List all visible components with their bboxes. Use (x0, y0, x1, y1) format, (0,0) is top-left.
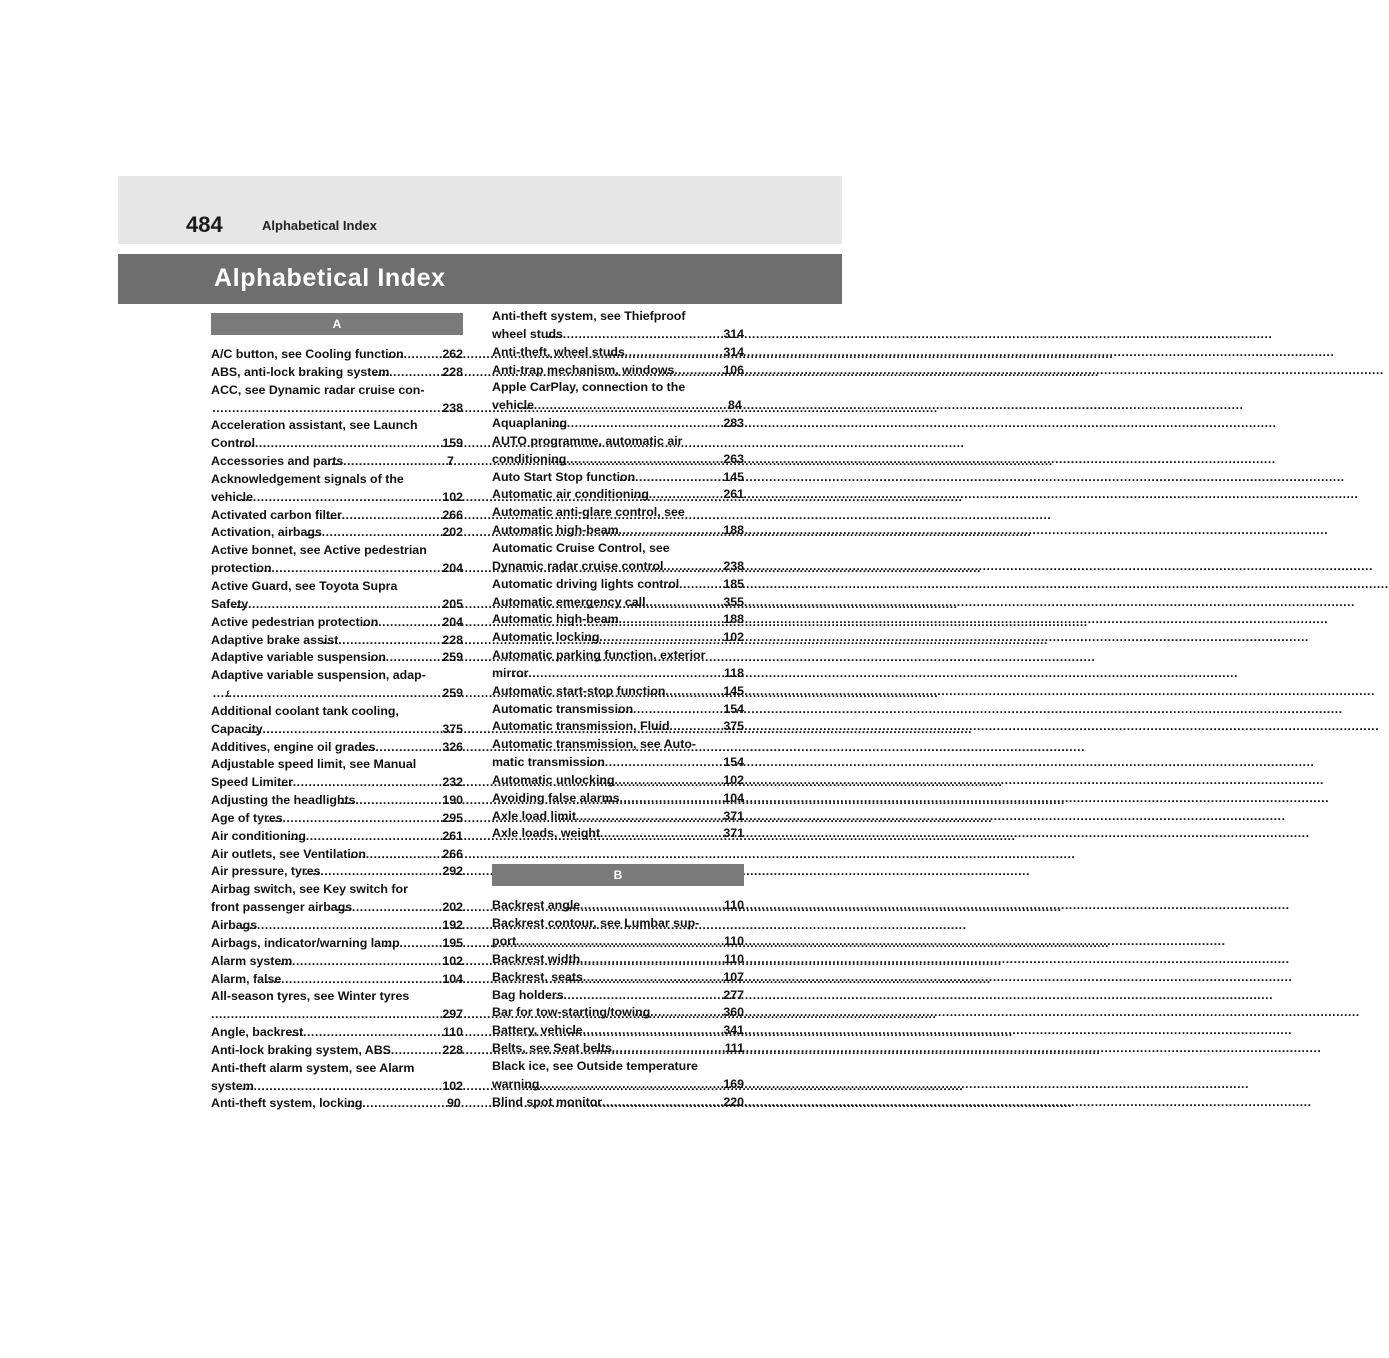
index-entry-text: protection (211, 561, 272, 576)
index-entry-text: matic transmission (492, 755, 605, 770)
index-page-number[interactable]: 263 (723, 451, 744, 466)
index-entry[interactable] (492, 308, 744, 344)
title-banner (118, 254, 842, 304)
index-page-number[interactable]: 295 (442, 810, 463, 825)
index-entry-text: Capacity (211, 721, 263, 736)
index-entry[interactable] (211, 703, 463, 739)
index-entry-text: Backrest width (492, 951, 581, 966)
index-entry-text: Avoiding false alarms (492, 790, 620, 805)
index-entry[interactable] (211, 1024, 463, 1042)
dot-leader (306, 828, 458, 846)
index-entry-text: All-season tyres, see Winter tyres (211, 989, 410, 1004)
index-entry-text: Air conditioning (211, 828, 306, 843)
running-header (118, 176, 842, 244)
index-page-number[interactable]: 104 (442, 971, 463, 986)
dot-leader (253, 489, 458, 507)
index-entry[interactable] (211, 846, 463, 864)
index-entry[interactable] (492, 701, 744, 719)
index-entry-text: Airbag switch, see Key switch for (211, 882, 408, 897)
index-entry[interactable] (211, 471, 463, 507)
index-entry-text: Safety (211, 596, 249, 611)
index-entry[interactable] (211, 739, 463, 757)
index-page-number[interactable]: 110 (724, 898, 744, 913)
index-entry-text: wheel studs (492, 326, 563, 341)
dot-leader (620, 790, 740, 808)
index-page-number[interactable]: 314 (723, 344, 744, 359)
dot-leader (564, 987, 740, 1005)
index-entry[interactable] (211, 810, 463, 828)
dot-leader (619, 522, 740, 540)
index-entry[interactable]: Apple CarPlay, connection to the vehicle ..... 84 (492, 379, 744, 415)
index-page-number[interactable]: 266 (442, 846, 463, 861)
index-entry-text: Apple CarPlay, connection to the (492, 380, 686, 395)
index-page-number[interactable]: 371 (723, 826, 744, 841)
index-entry-text: AUTO programme, automatic air (492, 433, 683, 448)
index-page-number[interactable]: 228 (442, 364, 463, 379)
index-entry[interactable] (211, 524, 463, 542)
index-entry-text: front passenger airbags (211, 900, 353, 915)
index-entry-text: Airbags (211, 918, 258, 932)
index-entry[interactable] (492, 915, 744, 951)
index-entry[interactable] (492, 772, 744, 790)
index-entry-text: Automatic Cruise Control, see (492, 540, 670, 555)
index-entry-text: Air outlets, see Ventilation (211, 846, 366, 861)
index-entry[interactable] (492, 897, 744, 915)
index-entry-text: Automatic parking function, exterior (492, 648, 706, 663)
page-number: 484 (186, 212, 223, 237)
index-entries-b (492, 897, 744, 1111)
index-entry-text: Anti-theft system, locking (211, 1096, 363, 1111)
index-page-number[interactable]: 292 (442, 864, 463, 879)
index-entry[interactable] (211, 935, 463, 953)
index-entry[interactable] (492, 1004, 744, 1022)
dot-leader (602, 1094, 739, 1112)
index-page-number[interactable]: 202 (442, 900, 463, 915)
index-entry[interactable] (211, 417, 463, 453)
dot-leader (600, 825, 739, 843)
index-entry-text: vehicle (492, 398, 535, 413)
index-entry-text: Alarm system (211, 953, 293, 968)
index-page-number[interactable]: 220 (723, 1094, 744, 1109)
index-entry-text: Adaptive variable suspension (211, 650, 386, 665)
index-entry[interactable]: Accessories and parts ..... 7 (211, 453, 463, 471)
index-page-number[interactable]: 192 (442, 918, 463, 932)
index-entry[interactable] (492, 808, 744, 826)
index-entry[interactable] (211, 756, 463, 792)
index-page-number[interactable]: 266 (442, 507, 463, 522)
index-entry[interactable] (492, 469, 744, 487)
index-entry[interactable] (492, 1058, 744, 1094)
index-page-number[interactable]: 314 (723, 326, 744, 341)
index-page-number[interactable]: 261 (723, 487, 744, 502)
dot-leader (303, 1024, 459, 1042)
index-page-number[interactable]: 204 (442, 614, 463, 629)
dot-leader (272, 560, 459, 578)
index-entry-text: Anti-theft alarm system, see Alarm (211, 1060, 415, 1075)
index-entry-text: port (492, 934, 517, 948)
index-entry-text: Automatic air conditioning (492, 487, 649, 502)
index-entry-text: Accessories and parts (211, 454, 344, 469)
dot-leader (534, 397, 744, 415)
index-entry[interactable] (211, 863, 463, 881)
index-entry[interactable] (211, 542, 463, 578)
index-page-number[interactable]: 202 (442, 525, 463, 540)
index-page-number[interactable]: 102 (723, 630, 744, 645)
index-entries-left (211, 346, 463, 1113)
dot-leader (293, 774, 458, 792)
dot-leader (625, 344, 739, 362)
dot-leader (292, 953, 458, 971)
dot-leader (516, 933, 740, 951)
dot-leader (599, 629, 739, 647)
index-page-number[interactable]: 102 (442, 953, 463, 968)
section-letter-a: A (211, 313, 463, 335)
index-entry-text: Anti-trap mechanism, windows (492, 362, 675, 377)
dot-leader (540, 1076, 740, 1094)
index-entry-text: Activation, airbags (211, 525, 322, 540)
index-entry-text: A/C button, see Cooling function (211, 347, 404, 361)
index-entry[interactable]: Anti-theft system, locking ..... 90 (211, 1095, 463, 1113)
dot-leader (343, 453, 463, 471)
index-entry[interactable] (492, 987, 744, 1005)
index-entry-text: Adjustable speed limit, see Manual (211, 757, 417, 772)
index-entry[interactable] (492, 1040, 744, 1058)
index-entry-text: Anti-lock braking system, ABS (211, 1042, 391, 1057)
index-entry-text: Acknowledgement signals of the (211, 471, 404, 486)
dot-leader (255, 435, 458, 453)
index-page-number[interactable]: 355 (723, 594, 744, 609)
dot-leader (605, 754, 739, 772)
dot-leader (248, 596, 458, 614)
index-entry-text: Automatic start-stop function (492, 683, 666, 698)
index-entry-text: Active pedestrian protection (211, 614, 379, 629)
index-entry[interactable] (492, 362, 744, 380)
index-entries-right (492, 308, 744, 843)
index-page-number[interactable]: 145 (723, 469, 744, 484)
index-entry-text: Automatic transmission, see Auto- (492, 737, 697, 752)
index-page-number[interactable]: 159 (442, 436, 463, 451)
index-entry[interactable] (492, 344, 744, 362)
dot-leader (281, 971, 458, 989)
index-entry-text: Automatic driving lights control (492, 576, 680, 591)
index-entry[interactable] (211, 881, 463, 917)
index-entry[interactable] (211, 649, 463, 667)
index-entry[interactable] (492, 433, 744, 469)
dot-leader (529, 665, 741, 683)
index-column-left (211, 313, 463, 1113)
index-entry[interactable] (492, 629, 744, 647)
dot-leader (254, 1078, 459, 1096)
index-entry[interactable] (492, 540, 744, 576)
dot-leader (321, 863, 459, 881)
index-page-number[interactable]: 154 (723, 755, 744, 770)
index-entry-text: Automatic emergency call (492, 594, 646, 609)
dot-leader (227, 1006, 458, 1024)
index-entry-text: Bag holders (492, 987, 564, 1002)
index-entry-text: Active bonnet, see Active pedestrian (211, 543, 427, 558)
index-entry-text: Anti-theft system, see Thiefproof (492, 309, 686, 323)
index-page-number[interactable]: 238 (723, 558, 744, 573)
index-entry-text: Additives, engine oil grades (211, 739, 376, 754)
index-entry-text: Dynamic radar cruise control (492, 558, 664, 573)
index-page-number[interactable]: 238 (442, 400, 463, 415)
dot-leader (615, 772, 740, 790)
index-entry-text: system (211, 1078, 254, 1093)
index-entry-text: Automatic transmission (492, 701, 634, 716)
index-page-number[interactable]: 375 (442, 721, 463, 736)
index-entry[interactable] (492, 736, 744, 772)
index-entry[interactable] (492, 1094, 744, 1112)
index-entry[interactable] (211, 988, 463, 1024)
index-entry[interactable] (492, 647, 744, 683)
index-entry[interactable] (211, 953, 463, 971)
index-entry-text: Automatic high-beam (492, 612, 619, 627)
index-entry-text: Additional coolant tank cooling, (211, 703, 399, 718)
index-page-number[interactable]: 188 (723, 523, 744, 538)
index-page-number[interactable]: 190 (442, 793, 463, 808)
index-entry[interactable] (211, 382, 463, 418)
index-entry-text: Adaptive brake assist (211, 632, 339, 647)
index-entry-text: Aquaplaning (492, 416, 568, 431)
index-entry-text: ABS, anti-lock braking system (211, 364, 390, 379)
index-entry-text: Automatic locking (492, 630, 600, 645)
index-page-number[interactable]: 154 (723, 701, 744, 716)
dot-leader (257, 917, 458, 935)
index-entry-text: ACC, see Dynamic radar cruise con- (211, 382, 425, 397)
index-page-number[interactable]: 262 (442, 347, 463, 361)
index-entry[interactable] (492, 486, 744, 504)
running-title: Alphabetical Index (262, 218, 377, 233)
index-entry[interactable] (492, 825, 744, 843)
index-page-number[interactable]: 104 (723, 790, 744, 805)
index-column-right (492, 308, 744, 1111)
index-entry-text: Automatic anti-glare control, see (492, 505, 685, 520)
index-entry-text: Active Guard, see Toyota Supra (211, 578, 398, 593)
index-entry[interactable] (211, 828, 463, 846)
dot-leader (580, 951, 740, 969)
index-page-number[interactable]: 259 (442, 650, 463, 665)
index-entry[interactable] (492, 969, 744, 987)
index-entry[interactable] (492, 504, 744, 540)
index-entry-text: Battery, vehicle (492, 1023, 583, 1038)
section-letter-b: B (492, 864, 744, 886)
dot-leader (583, 969, 739, 987)
index-entry[interactable] (211, 1042, 463, 1060)
index-entry-text: Backrest angle (492, 898, 581, 913)
index-page-number[interactable]: 360 (723, 1005, 744, 1020)
index-entry-text: Alarm, false (211, 971, 282, 986)
index-page-number[interactable]: 145 (723, 683, 744, 698)
index-entry[interactable] (211, 667, 463, 703)
index-page-number[interactable]: 102 (442, 1078, 463, 1093)
index-entry-text: Adjusting the headlights (211, 793, 356, 808)
index-entry-text: Anti-theft, wheel studs (492, 344, 625, 359)
index-entry-text: Auto Start Stop function (492, 469, 636, 484)
index-entry-text: Backrest, seats (492, 969, 583, 984)
index-entry-text: Automatic unlocking (492, 772, 615, 787)
index-entry[interactable] (492, 415, 744, 433)
index-entry[interactable] (211, 614, 463, 632)
dot-leader (283, 810, 459, 828)
index-entry-text: Age of tyres (211, 810, 283, 825)
index-entry-text: Air pressure, tyres (211, 864, 321, 879)
index-entry-text: vehicle (211, 489, 254, 504)
index-entry-text: Axle load limit (492, 808, 576, 823)
index-page-number[interactable]: 205 (442, 596, 463, 611)
page-title: Alphabetical Index (214, 264, 446, 292)
index-page-number[interactable]: 110 (724, 934, 744, 948)
dot-leader (229, 685, 459, 703)
index-entry[interactable] (211, 792, 463, 810)
index-entry-text: Automatic high-beam (492, 523, 619, 538)
index-entry-text: Speed Limiter (211, 775, 293, 790)
index-page-number[interactable]: 110 (724, 951, 744, 966)
index-entry[interactable] (211, 1060, 463, 1096)
index-page-number[interactable]: 341 (723, 1023, 744, 1038)
index-entry-text: Adaptive variable suspension, adap- (211, 668, 426, 683)
index-entry[interactable] (492, 1022, 744, 1040)
index-page-number[interactable]: 232 (442, 775, 463, 790)
index-entry[interactable] (492, 683, 744, 701)
dot-leader (580, 897, 740, 915)
index-page-number[interactable]: 107 (723, 969, 744, 984)
index-page-number[interactable]: 106 (723, 362, 744, 377)
index-page-number[interactable]: 102 (442, 489, 463, 504)
index-entry-text: Control (211, 436, 256, 451)
dot-leader (342, 507, 458, 525)
index-entry-text: mirror (492, 665, 529, 680)
dot-leader (612, 1040, 741, 1058)
dot-leader (338, 632, 458, 650)
index-entry-text: Blind spot monitor (492, 1094, 603, 1109)
dot-leader (583, 1022, 740, 1040)
index-entry-text: Acceleration assistant, see Launch (211, 418, 418, 433)
index-page-number[interactable]: 110 (443, 1025, 463, 1040)
dot-leader (576, 808, 739, 826)
index-entry[interactable] (211, 507, 463, 525)
index-page-number[interactable]: 375 (723, 719, 744, 734)
dot-leader (228, 400, 458, 418)
index-page-number[interactable]: 102 (723, 772, 744, 787)
index-page-number[interactable]: 111 (724, 1041, 744, 1056)
index-entry-text: Airbags, indicator/warning lamp (211, 935, 400, 950)
index-page-number[interactable]: 204 (442, 561, 463, 576)
index-entry[interactable] (492, 718, 744, 736)
index-page-number[interactable]: 283 (723, 416, 744, 431)
index-entry[interactable] (492, 790, 744, 808)
index-page-number[interactable]: 118 (724, 665, 744, 680)
index-entry[interactable] (211, 971, 463, 989)
index-entry[interactable] (211, 632, 463, 650)
index-page-number[interactable]: 371 (723, 808, 744, 823)
index-page-number[interactable]: 188 (723, 612, 744, 627)
index-entry[interactable] (211, 578, 463, 614)
dot-leader (619, 611, 740, 629)
index-entry[interactable] (211, 364, 463, 382)
index-page-number[interactable]: 297 (442, 1007, 463, 1022)
index-page-number[interactable]: 169 (723, 1076, 744, 1091)
dot-leader (566, 451, 739, 469)
index-entry[interactable] (492, 611, 744, 629)
index-page-number[interactable]: 195 (442, 935, 463, 950)
index-page-number[interactable]: 261 (442, 828, 463, 843)
index-page-number[interactable]: 228 (442, 632, 463, 647)
index-entry[interactable] (211, 346, 463, 364)
index-entry-text: Automatic transmission, Fluid (492, 719, 670, 734)
index-entry[interactable] (492, 576, 744, 594)
index-entry-text: Black ice, see Outside temperature (492, 1058, 698, 1073)
index-page-number[interactable]: 259 (442, 686, 463, 701)
dot-leader (322, 524, 458, 542)
index-entry-text: warning (492, 1076, 540, 1091)
index-entry-text: Axle loads, weight (492, 826, 601, 841)
index-page-number[interactable]: 277 (723, 987, 744, 1002)
index-entry-text: Bar for tow-starting/towing (492, 1005, 651, 1020)
index-page-number[interactable]: 326 (442, 739, 463, 754)
index-entry[interactable] (492, 594, 744, 612)
index-entry-text: conditioning (492, 451, 567, 466)
index-entry-text: Angle, backrest (211, 1025, 304, 1040)
index-entry-text: Backrest contour, see Lumbar sup- (492, 916, 700, 931)
index-entry-text: Belts, see Seat belts (492, 1041, 612, 1056)
index-entry-text: Activated carbon filter (211, 507, 342, 522)
dot-leader (567, 415, 739, 433)
dot-leader (563, 326, 739, 344)
index-page-number[interactable]: 185 (723, 576, 744, 591)
index-entry[interactable] (492, 951, 744, 969)
index-page-number[interactable]: 228 (442, 1042, 463, 1057)
index-entry[interactable] (211, 917, 463, 935)
dot-leader (263, 721, 459, 739)
